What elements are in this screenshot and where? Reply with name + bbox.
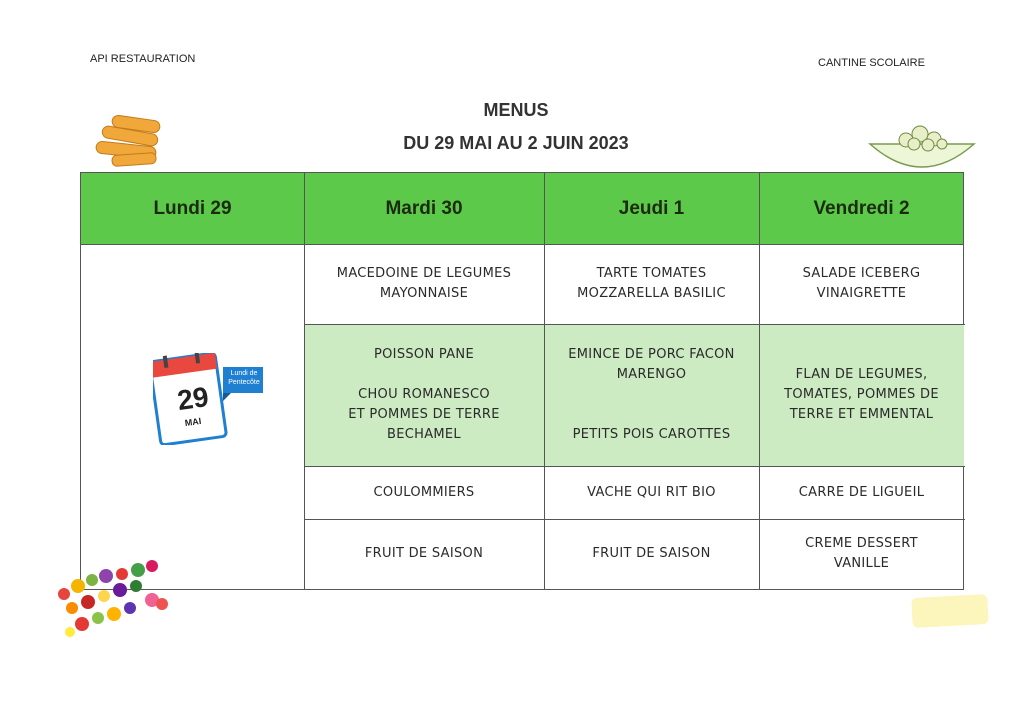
holiday-calendar-graphic [153, 353, 265, 445]
starter-tuesday: MACEDOINE DE LEGUMES MAYONNAISE [336, 266, 512, 301]
salad-bowl-illustration [866, 120, 978, 178]
starter-thursday: TARTE TOMATES MOZZARELLA BASILIC [577, 266, 726, 301]
main-course-friday: FLAN DE LEGUMES, TOMATES, POMMES DE TERRE ET EMMENTAL [784, 367, 939, 422]
day-header-tuesday: Mardi 30 [385, 197, 463, 219]
day-header-monday: Lundi 29 [153, 197, 232, 219]
header-canteen: CANTINE SCOLAIRE [818, 57, 925, 69]
page-title: MENUS [483, 100, 549, 120]
page-subtitle-dates: DU 29 MAI AU 2 JUIN 2023 [403, 133, 629, 153]
header-organization: API RESTAURATION [90, 53, 196, 65]
sticker-mark [911, 594, 988, 628]
cheese-thursday: VACHE QUI RIT BIO [587, 484, 716, 500]
fish-fingers-illustration [92, 114, 174, 170]
day-header-friday: Vendredi 2 [813, 197, 910, 219]
cheese-tuesday: COULOMMIERS [373, 484, 475, 500]
dessert-thursday: FRUIT DE SAISON [592, 546, 711, 561]
main-course-tuesday: POISSON PANE CHOU ROMANESCO ET POMMES DE TERRE BECHAMEL [348, 347, 500, 442]
holiday-label: Lundi de Pentecôte [228, 370, 260, 386]
main-course-thursday: EMINCE DE PORC FACON MARENGO PETITS POIS CAROTTES [568, 347, 735, 442]
cheese-friday: CARRE DE LIGUEIL [798, 484, 925, 500]
dessert-friday: CREME DESSERT VANILLE [805, 536, 918, 571]
starter-friday: SALADE ICEBERG VINAIGRETTE [802, 266, 921, 301]
dessert-tuesday: FRUIT DE SAISON [364, 546, 484, 561]
holiday-day-number: 29 [175, 380, 211, 417]
holiday-month: MAI [184, 415, 202, 429]
day-header-thursday: Jeudi 1 [618, 197, 685, 219]
fruits-illustration [52, 556, 176, 642]
menu-table [80, 172, 964, 590]
